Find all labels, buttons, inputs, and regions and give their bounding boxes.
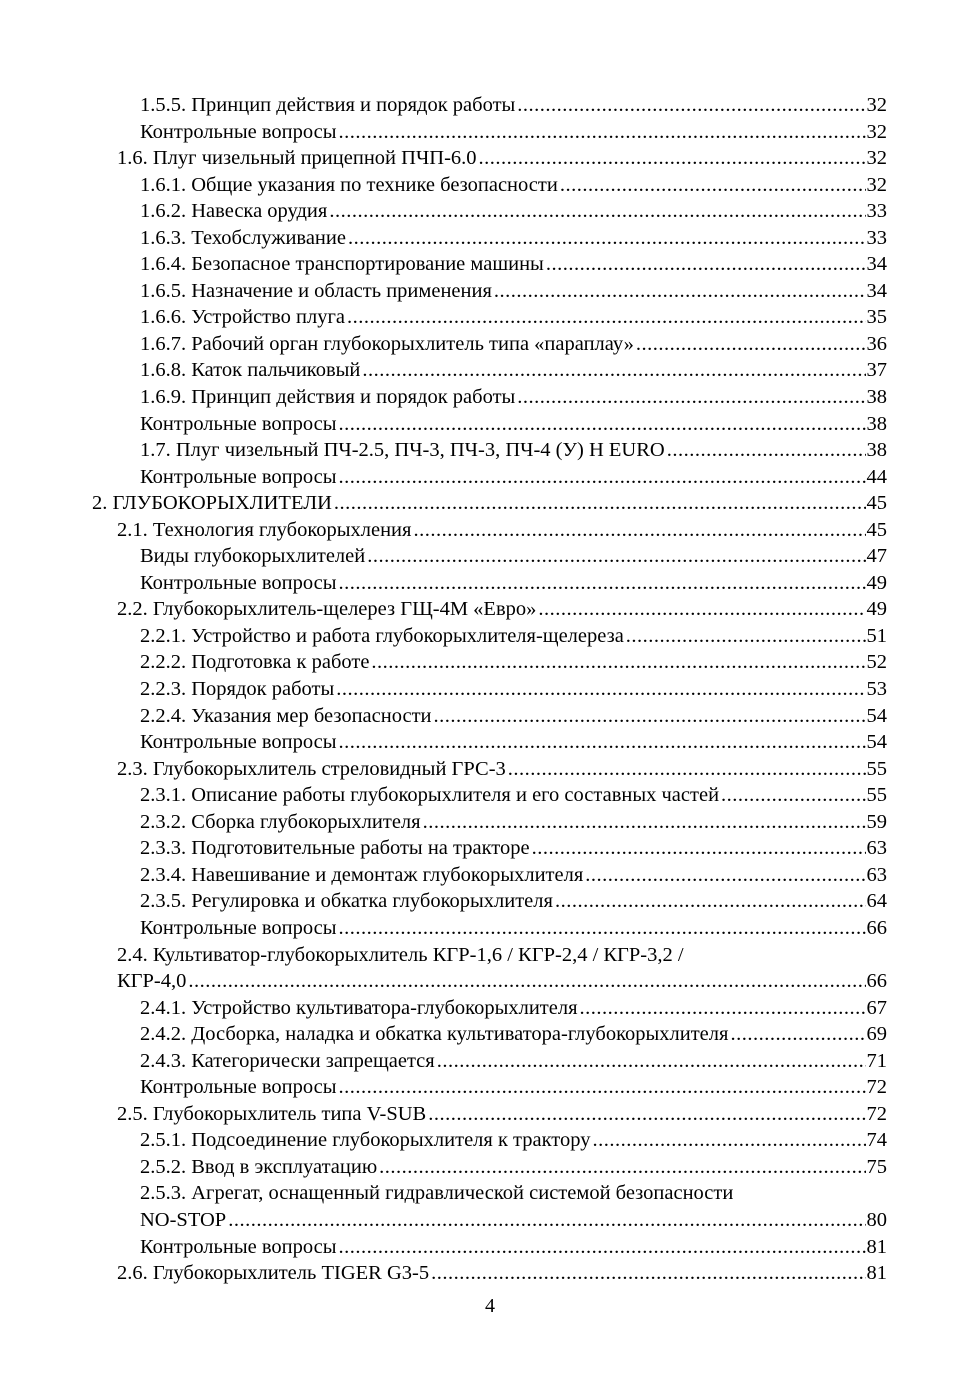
toc-entry-page: 47 bbox=[866, 545, 887, 568]
toc-entry-page: 64 bbox=[866, 890, 887, 913]
toc-entry-line bbox=[140, 304, 887, 331]
dot-leader bbox=[517, 384, 865, 411]
dot-leader bbox=[592, 1127, 865, 1154]
toc-entry-title: 1.6.8. Каток пальчиковый bbox=[140, 359, 361, 382]
dot-leader bbox=[546, 251, 866, 278]
toc-entry bbox=[140, 225, 980, 252]
toc-entry-page: 66 bbox=[866, 916, 887, 939]
toc-entry-page: 72 bbox=[866, 1102, 887, 1125]
toc-entry bbox=[140, 1180, 980, 1233]
toc-entry bbox=[140, 1048, 980, 1075]
toc-entry-page: 32 bbox=[866, 147, 887, 170]
toc-entry-page: 44 bbox=[866, 465, 887, 488]
dot-leader bbox=[339, 411, 866, 438]
toc-entry-title: Виды глубокорыхлителей bbox=[140, 545, 366, 568]
toc-entry-line bbox=[140, 411, 887, 438]
dot-leader bbox=[367, 543, 865, 570]
toc-entry-page: 69 bbox=[866, 1023, 887, 1046]
toc-entry-line bbox=[140, 225, 887, 252]
dot-leader bbox=[413, 517, 865, 544]
dot-leader bbox=[636, 331, 866, 358]
dot-leader bbox=[494, 278, 866, 305]
toc-entry-title: Контрольные вопросы bbox=[140, 1076, 337, 1099]
toc-entry-title: Контрольные вопросы bbox=[140, 916, 337, 939]
toc-entry bbox=[117, 756, 980, 783]
toc-entry-line bbox=[140, 1074, 887, 1101]
toc-entry bbox=[140, 782, 980, 809]
toc-entry-title: 2.3.1. Описание работы глубокорыхлителя и его составных частей bbox=[140, 784, 720, 807]
toc-entry bbox=[140, 251, 980, 278]
toc-entry-page: 63 bbox=[866, 863, 887, 886]
toc-entry bbox=[140, 703, 980, 730]
toc-entry bbox=[140, 357, 980, 384]
toc-entry bbox=[140, 1127, 980, 1154]
toc-entry-title: 2.2.4. Указания мер безопасности bbox=[140, 704, 432, 727]
dot-leader bbox=[585, 862, 865, 889]
table-of-contents bbox=[0, 92, 980, 1287]
toc-entry bbox=[140, 995, 980, 1022]
toc-entry-line bbox=[92, 490, 887, 517]
toc-entry-title: 1.6.4. Безопасное транспортирование машины bbox=[140, 253, 544, 276]
toc-entry-line bbox=[117, 596, 887, 623]
toc-entry bbox=[140, 729, 980, 756]
toc-entry bbox=[140, 888, 980, 915]
dot-leader bbox=[532, 835, 866, 862]
toc-entry bbox=[140, 1021, 980, 1048]
toc-entry-line bbox=[140, 384, 887, 411]
dot-leader bbox=[347, 304, 865, 331]
toc-entry-line bbox=[140, 623, 887, 650]
toc-entry-page: 81 bbox=[866, 1235, 887, 1258]
toc-entry-line bbox=[140, 703, 887, 730]
toc-entry-page: 53 bbox=[866, 678, 887, 701]
toc-entry-line bbox=[140, 357, 887, 384]
toc-entry-title: Контрольные вопросы bbox=[140, 571, 337, 594]
dot-leader bbox=[431, 1260, 865, 1287]
dot-leader bbox=[428, 1101, 865, 1128]
toc-entry-title: 2.2. Глубокорыхлитель-щелерез ГЩ-4М «Евро» bbox=[117, 598, 537, 621]
toc-entry-line bbox=[140, 835, 887, 862]
toc-entry-page: 38 bbox=[866, 386, 887, 409]
toc-entry-line bbox=[140, 809, 887, 836]
toc-entry-page: 66 bbox=[866, 970, 887, 993]
toc-entry-page: 33 bbox=[866, 226, 887, 249]
dot-leader bbox=[334, 490, 866, 517]
dot-leader bbox=[721, 782, 865, 809]
toc-entry-title: 1.6.6. Устройство плуга bbox=[140, 306, 346, 329]
toc-entry-page: 59 bbox=[866, 810, 887, 833]
toc-entry bbox=[140, 331, 980, 358]
toc-entry-line bbox=[140, 543, 887, 570]
toc-entry bbox=[140, 172, 980, 199]
toc-entry-page: 49 bbox=[866, 571, 887, 594]
toc-entry bbox=[140, 92, 980, 119]
toc-entry-page: 36 bbox=[866, 332, 887, 355]
toc-entry bbox=[140, 835, 980, 862]
dot-leader bbox=[555, 888, 866, 915]
toc-entry bbox=[140, 862, 980, 889]
toc-entry-page: 45 bbox=[866, 518, 887, 541]
dot-leader bbox=[437, 1048, 866, 1075]
toc-entry-title-line1: 2.4. Культиватор-глубокорыхлитель КГР-1,6 / КГР-2,4 / КГР-3,2 / bbox=[117, 943, 684, 966]
dot-leader bbox=[626, 623, 866, 650]
toc-entry-line bbox=[140, 251, 887, 278]
toc-entry-line bbox=[140, 729, 887, 756]
toc-entry-line bbox=[117, 1101, 887, 1128]
toc-entry bbox=[140, 198, 980, 225]
dot-leader bbox=[517, 92, 865, 119]
dot-leader bbox=[339, 915, 866, 942]
dot-leader bbox=[329, 198, 865, 225]
dot-leader bbox=[339, 1234, 866, 1261]
toc-entry-title: 2. ГЛУБОКОРЫХЛИТЕЛИ bbox=[92, 492, 332, 515]
toc-entry-title: 1.6.3. Техобслуживание bbox=[140, 226, 346, 249]
toc-entry bbox=[140, 809, 980, 836]
toc-entry-title: 1.6.5. Назначение и область применения bbox=[140, 279, 492, 302]
toc-entry-title: 2.3.4. Навешивание и демонтаж глубокорыхлителя bbox=[140, 863, 584, 886]
toc-entry-title: 2.5.2. Ввод в эксплуатацию bbox=[140, 1155, 378, 1178]
toc-entry-title: 1.6.2. Навеска орудия bbox=[140, 200, 328, 223]
toc-entry bbox=[117, 942, 980, 995]
dot-leader bbox=[434, 703, 866, 730]
toc-entry-line bbox=[140, 888, 887, 915]
toc-entry-line bbox=[117, 145, 887, 172]
toc-entry bbox=[140, 1074, 980, 1101]
dot-leader bbox=[560, 172, 866, 199]
toc-entry bbox=[140, 915, 980, 942]
toc-entry bbox=[140, 1154, 980, 1181]
toc-entry-title: Контрольные вопросы bbox=[140, 731, 337, 754]
dot-leader bbox=[538, 596, 865, 623]
toc-entry-page: 49 bbox=[866, 598, 887, 621]
toc-entry-page: 81 bbox=[866, 1262, 887, 1285]
toc-entry-line bbox=[140, 862, 887, 889]
dot-leader bbox=[348, 225, 866, 252]
toc-entry bbox=[117, 1260, 980, 1287]
toc-entry-title: 2.2.2. Подготовка к работе bbox=[140, 651, 370, 674]
dot-leader bbox=[667, 437, 866, 464]
toc-entry bbox=[117, 145, 980, 172]
toc-entry bbox=[140, 304, 980, 331]
toc-entry bbox=[140, 278, 980, 305]
toc-entry-title: 2.4.1. Устройство культиватора-глубокорыхлителя bbox=[140, 996, 578, 1019]
toc-entry-line bbox=[140, 437, 887, 464]
toc-entry-title: 1.6.1. Общие указания по технике безопасности bbox=[140, 173, 558, 196]
toc-entry-page: 45 bbox=[866, 492, 887, 515]
toc-entry-line bbox=[140, 1048, 887, 1075]
toc-entry-line bbox=[117, 968, 887, 995]
toc-entry-title: 2.3.2. Сборка глубокорыхлителя bbox=[140, 810, 421, 833]
toc-entry-page: 71 bbox=[866, 1049, 887, 1072]
toc-entry-line bbox=[140, 331, 887, 358]
toc-entry-page: 32 bbox=[866, 173, 887, 196]
toc-entry bbox=[117, 1101, 980, 1128]
toc-entry-title: 2.5.1. Подсоединение глубокорыхлителя к трактору bbox=[140, 1129, 591, 1152]
toc-entry-title: 2.5. Глубокорыхлитель типа V-SUB bbox=[117, 1102, 427, 1125]
toc-entry-page: 67 bbox=[866, 996, 887, 1019]
dot-leader bbox=[228, 1207, 865, 1234]
toc-entry-title: Контрольные вопросы bbox=[140, 1235, 337, 1258]
toc-entry-title: Контрольные вопросы bbox=[140, 465, 337, 488]
toc-entry bbox=[140, 649, 980, 676]
toc-entry-page: 33 bbox=[866, 200, 887, 223]
toc-entry bbox=[92, 490, 980, 517]
toc-entry-page: 75 bbox=[866, 1155, 887, 1178]
toc-entry-title: 2.6. Глубокорыхлитель TIGER G3-5 bbox=[117, 1262, 430, 1285]
toc-entry-title: Контрольные вопросы bbox=[140, 412, 337, 435]
toc-entry-title: 1.7. Плуг чизельный ПЧ-2.5, ПЧ-3, ПЧ-3, ПЧ-4 (У) Н EURO bbox=[140, 439, 665, 462]
toc-entry-title: 2.3.3. Подготовительные работы на тракторе bbox=[140, 837, 530, 860]
toc-entry-line bbox=[140, 676, 887, 703]
dot-leader bbox=[339, 570, 866, 597]
toc-entry-line bbox=[140, 172, 887, 199]
toc-entry-line bbox=[140, 119, 887, 146]
toc-entry-title: 1.5.5. Принцип действия и порядок работы bbox=[140, 94, 516, 116]
toc-entry bbox=[140, 119, 980, 146]
toc-entry bbox=[117, 596, 980, 623]
toc-entry-title: 1.6.9. Принцип действия и порядок работы bbox=[140, 386, 516, 409]
toc-entry-title: Контрольные вопросы bbox=[140, 120, 337, 143]
toc-entry bbox=[140, 570, 980, 597]
toc-entry bbox=[140, 384, 980, 411]
dot-leader bbox=[371, 649, 865, 676]
toc-entry-line bbox=[140, 1154, 887, 1181]
toc-entry-line bbox=[117, 1260, 887, 1287]
toc-entry-line bbox=[140, 995, 887, 1022]
dot-leader bbox=[339, 729, 866, 756]
toc-entry-title: 2.2.3. Порядок работы bbox=[140, 678, 335, 701]
toc-entry bbox=[140, 1234, 980, 1261]
dot-leader bbox=[423, 809, 866, 836]
toc-entry-title: 2.3.5. Регулировка и обкатка глубокорыхлителя bbox=[140, 890, 553, 913]
toc-entry-page: 38 bbox=[866, 412, 887, 435]
toc-entry-page: 51 bbox=[866, 624, 887, 647]
toc-entry-page: 63 bbox=[866, 837, 887, 860]
toc-entry-title: 1.6.7. Рабочий орган глубокорыхлитель типа «параплау» bbox=[140, 332, 634, 355]
toc-entry-line bbox=[140, 915, 887, 942]
toc-entry-line bbox=[140, 1021, 887, 1048]
toc-entry-line bbox=[140, 782, 887, 809]
toc-entry-line bbox=[140, 570, 887, 597]
toc-entry-page: 80 bbox=[866, 1208, 887, 1231]
toc-entry-line bbox=[117, 756, 887, 783]
toc-entry-page: 55 bbox=[866, 757, 887, 780]
toc-entry bbox=[140, 411, 980, 438]
toc-entry-title: NO-STOP bbox=[140, 1208, 227, 1231]
toc-entry-line bbox=[140, 464, 887, 491]
toc-entry-page: 38 bbox=[866, 439, 887, 462]
toc-entry-title: 2.1. Технология глубокорыхления bbox=[117, 518, 412, 541]
toc-entry bbox=[117, 517, 980, 544]
toc-entry-title: 1.6. Плуг чизельный прицепной ПЧП-6.0 bbox=[117, 147, 477, 170]
toc-entry-line bbox=[140, 1234, 887, 1261]
toc-entry-page: 55 bbox=[866, 784, 887, 807]
dot-leader bbox=[188, 968, 865, 995]
toc-entry-line bbox=[140, 198, 887, 225]
toc-entry-line bbox=[140, 92, 887, 119]
toc-entry-title: 2.2.1. Устройство и работа глубокорыхлителя-щелереза bbox=[140, 624, 624, 647]
toc-entry bbox=[140, 543, 980, 570]
toc-entry-line bbox=[117, 517, 887, 544]
dot-leader bbox=[339, 464, 866, 491]
toc-entry bbox=[140, 437, 980, 464]
toc-entry-line bbox=[140, 278, 887, 305]
toc-entry-page: 52 bbox=[866, 651, 887, 674]
toc-entry-page: 32 bbox=[866, 120, 887, 143]
toc-entry-line bbox=[140, 649, 887, 676]
toc-entry-page: 37 bbox=[866, 359, 887, 382]
toc-entry-page: 72 bbox=[866, 1076, 887, 1099]
toc-entry-page: 54 bbox=[866, 704, 887, 727]
toc-entry-title: 2.3. Глубокорыхлитель стреловидный ГРС-3 bbox=[117, 757, 506, 780]
toc-entry-page: 32 bbox=[866, 94, 887, 116]
toc-entry bbox=[140, 623, 980, 650]
dot-leader bbox=[508, 756, 866, 783]
toc-entry-page: 74 bbox=[866, 1129, 887, 1152]
dot-leader bbox=[339, 1074, 866, 1101]
toc-entry-title: КГР-4,0 bbox=[117, 970, 187, 993]
toc-entry-line bbox=[140, 1127, 887, 1154]
toc-entry bbox=[140, 464, 980, 491]
toc-entry-line bbox=[140, 1207, 887, 1234]
toc-entry-page: 54 bbox=[866, 731, 887, 754]
toc-entry-page: 35 bbox=[866, 306, 887, 329]
toc-entry-title-line1: 2.5.3. Агрегат, оснащенный гидравлической системой безопасности bbox=[140, 1182, 734, 1205]
toc-entry-title: 2.4.3. Категорически запрещается bbox=[140, 1049, 435, 1072]
toc-entry-page: 34 bbox=[866, 279, 887, 302]
dot-leader bbox=[379, 1154, 865, 1181]
dot-leader bbox=[339, 119, 866, 146]
dot-leader bbox=[479, 145, 866, 172]
dot-leader bbox=[580, 995, 866, 1022]
dot-leader bbox=[362, 357, 865, 384]
toc-entry bbox=[140, 676, 980, 703]
dot-leader bbox=[730, 1021, 865, 1048]
toc-entry-page: 34 bbox=[866, 253, 887, 276]
page-number: 4 bbox=[485, 1295, 495, 1317]
toc-entry-title: 2.4.2. Досборка, наладка и обкатка культиватора-глубокорыхлителя bbox=[140, 1023, 729, 1046]
dot-leader bbox=[336, 676, 865, 703]
